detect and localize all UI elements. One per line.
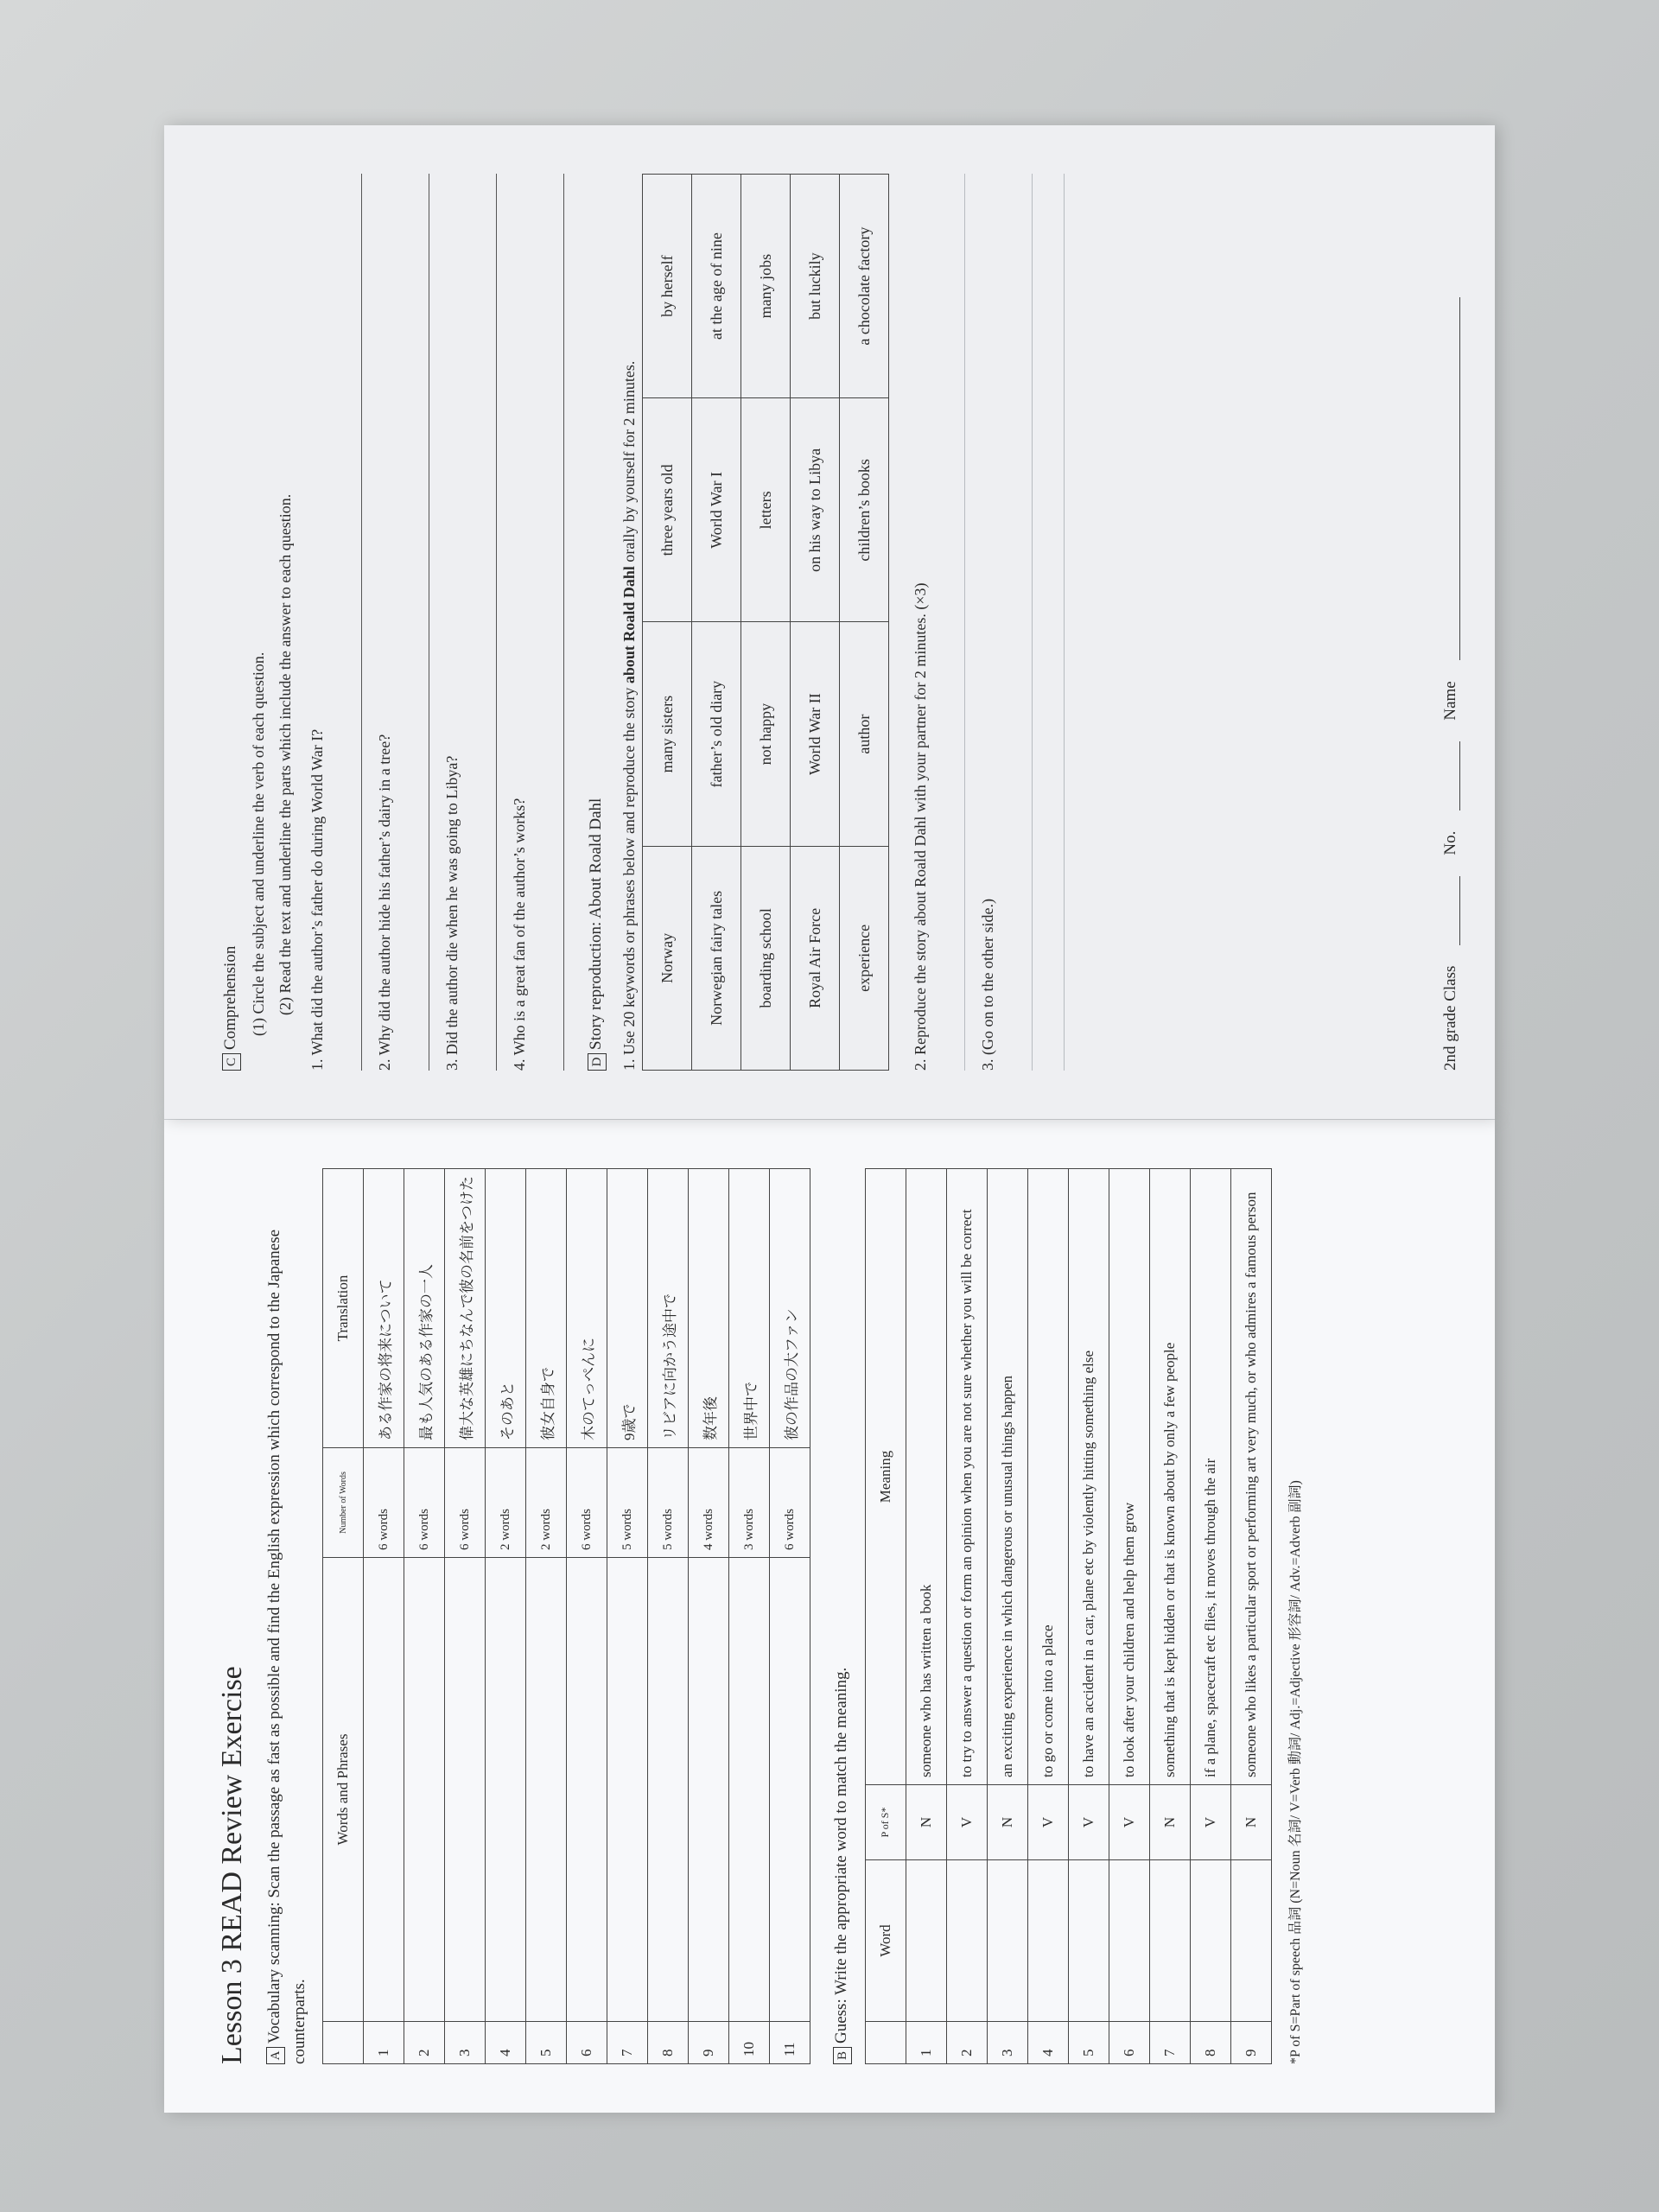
guess-row [906,1169,946,2064]
vocab-row [364,1169,404,2064]
story-task-1-post: orally by yourself for 2 minutes. [620,360,638,567]
name-blank[interactable] [1441,297,1460,660]
guess-meaning: to go or come into a place [1027,1169,1068,1785]
vocab-header-num [323,2022,364,2064]
answer-line[interactable] [465,174,497,1071]
vocab-row-number: 6 [567,2022,607,2064]
vocab-phrase-blank[interactable] [364,1558,404,2022]
keywords-table [642,174,889,1071]
guess-row-number: 3 [987,2022,1027,2064]
guess-word-blank[interactable] [1068,1860,1109,2022]
vocab-phrase-blank[interactable] [770,1558,810,2022]
guess-word-blank[interactable] [1149,1860,1190,2022]
vocab-phrase-blank[interactable] [689,1558,729,2022]
guess-row-number: 9 [1230,2022,1271,2064]
story-task-3: 3. (Go on to the other side.) [979,899,996,1071]
vocab-word-count: 6 words [567,1448,607,1558]
vocab-phrase-blank[interactable] [729,1558,770,2022]
guess-part-of-speech: N [906,1785,946,1860]
keyword-row [741,175,791,1071]
answer-line[interactable] [532,174,564,1071]
vocab-word-count: 2 words [486,1448,526,1558]
vocab-translation: 最も人気のある作家の一人 [404,1169,445,1448]
section-c-heading [221,174,241,1071]
guess-word-blank[interactable] [1230,1860,1271,2022]
left-page [164,1119,1495,2113]
keyword-cell: Norway [643,846,692,1070]
vocab-phrase-blank[interactable] [486,1558,526,2022]
guess-row-number: 2 [946,2022,987,2064]
section-c-letter: C [222,1053,241,1071]
keyword-row [840,175,889,1071]
guess-word-blank[interactable] [1109,1860,1149,2022]
vocab-word-count: 5 words [648,1448,689,1558]
keyword-cell: World War II [791,622,840,846]
answer-line[interactable] [330,174,362,1071]
guess-meaning: someone who likes a particular sport or performing art very much, or who admires a famous person [1230,1169,1271,1785]
vocab-translation: 9歳で [607,1169,648,1448]
keyword-cell: a chocolate factory [840,175,889,398]
guess-part-of-speech: N [987,1785,1027,1860]
vocab-row-number: 5 [526,2022,567,2064]
guess-word-blank[interactable] [987,1860,1027,2022]
comprehension-questions [308,174,564,1071]
vocab-word-count: 6 words [404,1448,445,1558]
comprehension-step-1: (1) Circle the subject and underline the verb of each question. [250,652,267,1036]
part-of-speech-footnote: *P of S=Part of speech 品詞 (N=Noun 名詞/ V=Verb 動詞/ Adj.=Adjective 形容詞/ Adv.=Adverb 副詞) [1287,1480,1303,2064]
guess-row [1068,1169,1109,2064]
guess-part-of-speech: V [946,1785,987,1860]
guess-row-number: 5 [1068,2022,1109,2064]
guess-row-number: 7 [1149,2022,1190,2064]
class-blank[interactable] [1441,876,1460,945]
guess-row [987,1169,1027,2064]
answer-line[interactable] [397,174,429,1071]
vocab-row [607,1169,648,2064]
grade-class-label: 2nd grade Class [1441,965,1459,1071]
vocab-phrase-blank[interactable] [648,1558,689,2022]
keyword-cell: experience [840,846,889,1070]
task-3-line-2 [1033,174,1065,1071]
keyword-cell: children’s books [840,398,889,622]
keyword-cell: boarding school [741,846,791,1070]
keyword-cell: not happy [741,622,791,846]
guess-word-blank[interactable] [906,1860,946,2022]
guess-part-of-speech: N [1149,1785,1190,1860]
vocab-translation: そのあと [486,1169,526,1448]
vocab-word-count: 2 words [526,1448,567,1558]
keyword-cell: Royal Air Force [791,846,840,1070]
vocab-phrase-blank[interactable] [567,1558,607,2022]
comprehension-step-2: (2) Read the text and underline the parts which include the answer to each question. [276,493,294,1015]
vocab-translation: 偉大な英雄にちなんで彼の名前をつけた [445,1169,486,1448]
page-title: Lesson 3 READ Review Exercise [216,1666,248,2064]
vocab-row-number: 9 [689,2022,729,2064]
right-page [164,125,1495,1119]
keyword-cell: World War I [692,398,741,622]
name-label: Name [1441,681,1459,721]
guess-meaning: to have an accident in a car, plane etc by violently hitting something else [1068,1169,1109,1785]
section-d-heading [587,174,607,1071]
vocab-translation: 数年後 [689,1169,729,1448]
guess-part-of-speech: V [1190,1785,1230,1860]
vocab-translation: ある作家の将来について [364,1169,404,1448]
vocab-translation: 木のてっぺんに [567,1169,607,1448]
keyword-cell: three years old [643,398,692,622]
vocab-row [486,1169,526,2064]
vocab-row [648,1169,689,2064]
guess-word-blank[interactable] [1027,1860,1068,2022]
vocab-header-phrases: Words and Phrases [323,1558,364,2022]
vocab-word-count: 6 words [445,1448,486,1558]
story-task-1-bold: about Roald Dahl [620,566,638,684]
section-a-instruction [263,1168,312,2064]
worksheet [164,99,1495,2113]
keyword-cell: father’s old diary [692,622,741,846]
keyword-cell: by herself [643,175,692,398]
guess-meaning: an exciting experience in which dangerous or unusual things happen [987,1169,1027,1785]
vocab-row-number: 1 [364,2022,404,2064]
guess-part-of-speech: V [1109,1785,1149,1860]
guess-header-word: Word [865,1860,906,2022]
guess-part-of-speech: N [1230,1785,1271,1860]
section-b-text: Guess: Write the appropriate word to match the meaning. [832,1667,850,2044]
guess-meaning: someone who has written a book [906,1169,946,1785]
keyword-cell: author [840,622,889,846]
guess-header-meaning: Meaning [865,1169,906,1785]
section-a-text: Vocabulary scanning: Scan the passage as fast as possible and find the English expression which correspond to the Japanese counterparts. [265,1229,308,2064]
vocab-phrase-blank[interactable] [526,1558,567,2022]
vocab-translation: リビアに向かう途中で [648,1169,689,1448]
keyword-row [791,175,840,1071]
vocab-word-count: 6 words [364,1448,404,1558]
vocab-word-count: 5 words [607,1448,648,1558]
story-task-1 [620,174,639,1071]
guess-row [1027,1169,1068,2064]
guess-part-of-speech: V [1027,1785,1068,1860]
guess-row [1190,1169,1230,2064]
keyword-row [643,175,692,1071]
vocab-translation: 彼の作品の大ファン [770,1169,810,1448]
guess-word-blank[interactable] [946,1860,987,2022]
section-b-instruction [830,1168,855,2064]
comprehension-question: 2. Why did the author hide his father’s dairy in a tree? [376,734,393,1071]
guess-part-of-speech: V [1068,1785,1109,1860]
vocab-row-number: 11 [770,2022,810,2064]
guess-meaning: if a plane, spacecraft etc flies, it moves through the air [1190,1169,1230,1785]
keyword-cell: on his way to Libya [791,398,840,622]
guess-row [1149,1169,1190,2064]
number-label: No. [1441,830,1459,855]
section-a-letter: A [266,2047,285,2064]
comprehension-question: 1. What did the author’s father do during World War I? [308,728,326,1071]
guess-row-number: 8 [1190,2022,1230,2064]
vocab-row-number: 4 [486,2022,526,2064]
vocab-phrase-blank[interactable] [404,1558,445,2022]
vocab-row-number: 3 [445,2022,486,2064]
vocab-row-number: 8 [648,2022,689,2064]
keyword-cell: Norwegian fairy tales [692,846,741,1070]
vocab-header-words: Number of Words [323,1448,364,1558]
story-task-2: 2. Reproduce the story about Roald Dahl with your partner for 2 minutes. (×3) [912,582,929,1071]
vocab-row [445,1169,486,2064]
vocab-row-number: 10 [729,2022,770,2064]
guess-row [946,1169,987,2064]
vocab-translation: 世界中で [729,1169,770,1448]
guess-row-number: 4 [1027,2022,1068,2064]
section-b-letter: B [833,2047,852,2064]
story-task-1-pre: 1. Use 20 keywords or phrases below and reproduce the story [620,683,638,1071]
vocab-row [689,1169,729,2064]
guess-row-number: 6 [1109,2022,1149,2064]
guess-row [1109,1169,1149,2064]
guess-meaning: something that is kept hidden or that is known about by only a few people [1149,1169,1190,1785]
keyword-row [692,175,741,1071]
guess-table [865,1168,1272,2064]
section-c-title: Comprehension [221,945,239,1050]
vocab-row [404,1169,445,2064]
vocab-row-number: 2 [404,2022,445,2064]
keyword-cell: many jobs [741,175,791,398]
vocabulary-table [322,1168,810,2064]
vocab-translation: 彼女自身で [526,1169,567,1448]
vocab-row [729,1169,770,2064]
section-d-letter: D [588,1053,607,1071]
guess-row [1230,1169,1271,2064]
section-d-title: Story reproduction: About Roald Dahl [587,798,605,1050]
vocab-row [567,1169,607,2064]
guess-meaning: to try to answer a question or form an opinion when you are not sure whether you will be correct [946,1169,987,1785]
vocab-header-translation: Translation [323,1169,364,1448]
keyword-cell: at the age of nine [692,175,741,398]
keyword-cell: letters [741,398,791,622]
guess-row-number: 1 [906,2022,946,2064]
task-3-line-1 [1001,174,1033,1071]
vocab-row [770,1169,810,2064]
vocab-word-count: 3 words [729,1448,770,1558]
vocab-word-count: 6 words [770,1448,810,1558]
vocab-row-number: 7 [607,2022,648,2064]
number-blank[interactable] [1441,741,1460,810]
guess-meaning: to look after your children and help them grow [1109,1169,1149,1785]
vocab-word-count: 4 words [689,1448,729,1558]
vocab-row [526,1169,567,2064]
vocab-phrase-blank[interactable] [445,1558,486,2022]
task-2-line [933,174,965,1071]
student-info-footer [1441,174,1460,1071]
vocab-phrase-blank[interactable] [607,1558,648,2022]
comprehension-question: 4. Who is a great fan of the author’s works? [511,798,528,1071]
guess-word-blank[interactable] [1190,1860,1230,2022]
keyword-cell: but luckily [791,175,840,398]
guess-header-pos: P of S* [865,1785,906,1860]
keyword-cell: many sisters [643,622,692,846]
comprehension-question: 3. Did the author die when he was going to Libya? [443,755,461,1071]
guess-header-num [865,2022,906,2064]
